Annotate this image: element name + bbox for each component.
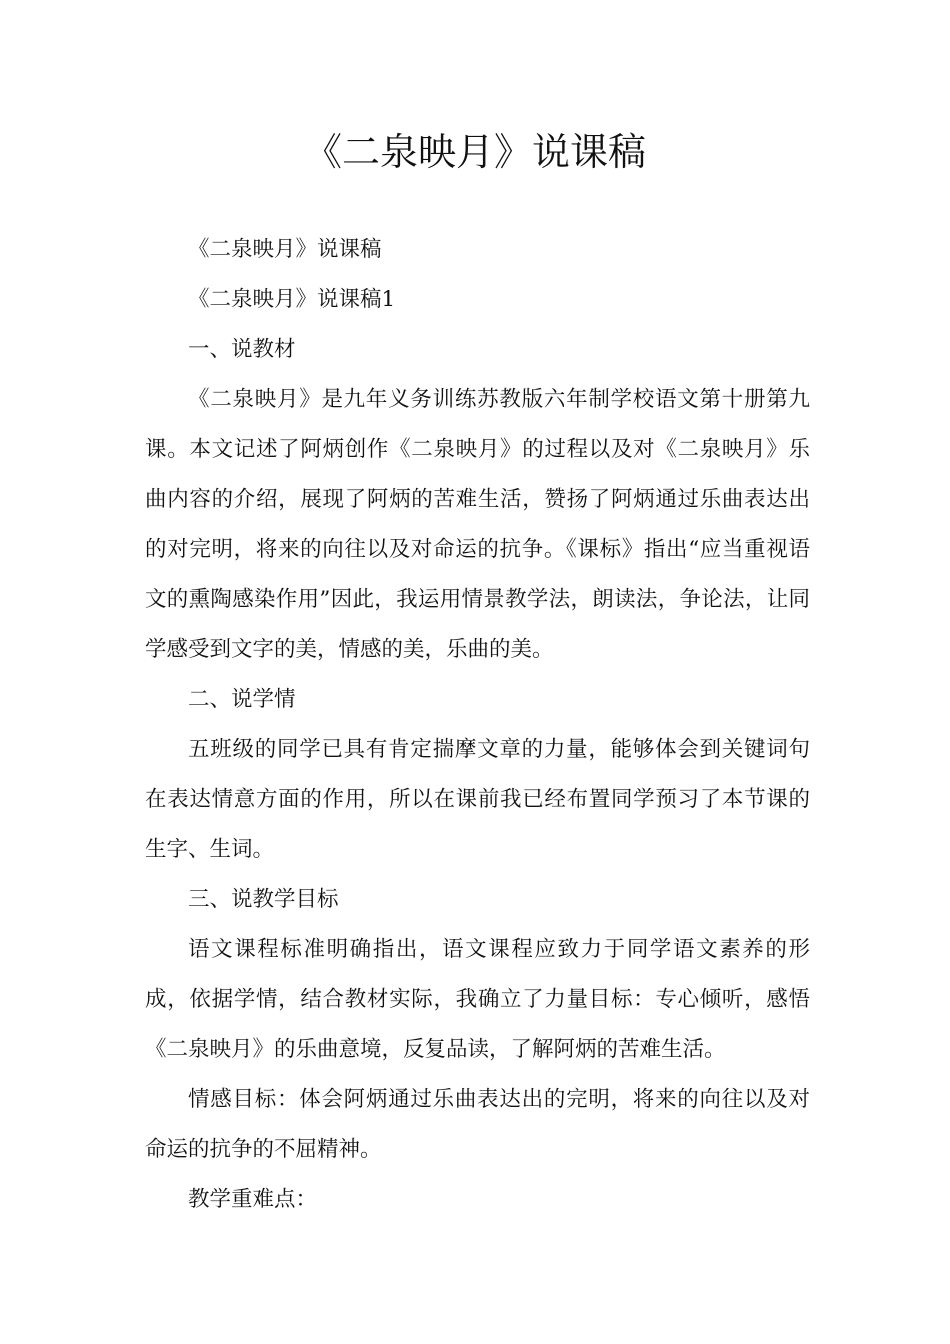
paragraph-students: 五班级的同学已具有肯定揣摩文章的力量，能够体会到关键词句在表达情意方面的作用，所以在课前我已经布置同学预习了本节课的生字、生词。	[145, 737, 810, 862]
document-body	[145, 225, 810, 1225]
paragraph-heading: 《二泉映月》说课稿	[188, 237, 382, 262]
section-heading-objectives: 三、说教学目标	[188, 887, 339, 912]
section-heading-students: 二、说学情	[188, 687, 296, 712]
section-heading-textbook: 一、说教材	[188, 337, 296, 362]
section-heading-key-points: 教学重难点：	[188, 1187, 318, 1212]
paragraph-objectives: 语文课程标准明确指出，语文课程应致力于同学语文素养的形成，依据学情，结合教材实际，我确立了力量目标：专心倾听，感悟《二泉映月》的乐曲意境，反复品读，了解阿炳的苦难生活。	[145, 937, 810, 1062]
document-title: 《二泉映月》说课稿	[303, 130, 646, 174]
paragraph-subheading: 《二泉映月》说课稿1	[188, 287, 396, 312]
paragraph-emotional-objective: 情感目标：体会阿炳通过乐曲表达出的完明，将来的向往以及对命运的抗争的不屈精神。	[145, 1087, 810, 1162]
paragraph-textbook: 《二泉映月》是九年义务训练苏教版六年制学校语文第十册第九课。本文记述了阿炳创作《二泉映月》的过程以及对《二泉映月》乐曲内容的介绍，展现了阿炳的苦难生活，赞扬了阿炳通过乐曲表达出的对完明，将来的向往以及对命运的抗争。《课标》指出“应当重视语文的熏陶感染作用”因此，我运用情景教学法，朗读法，争论法，让同学感受到文字的美，情感的美，乐曲的美。	[145, 387, 810, 662]
